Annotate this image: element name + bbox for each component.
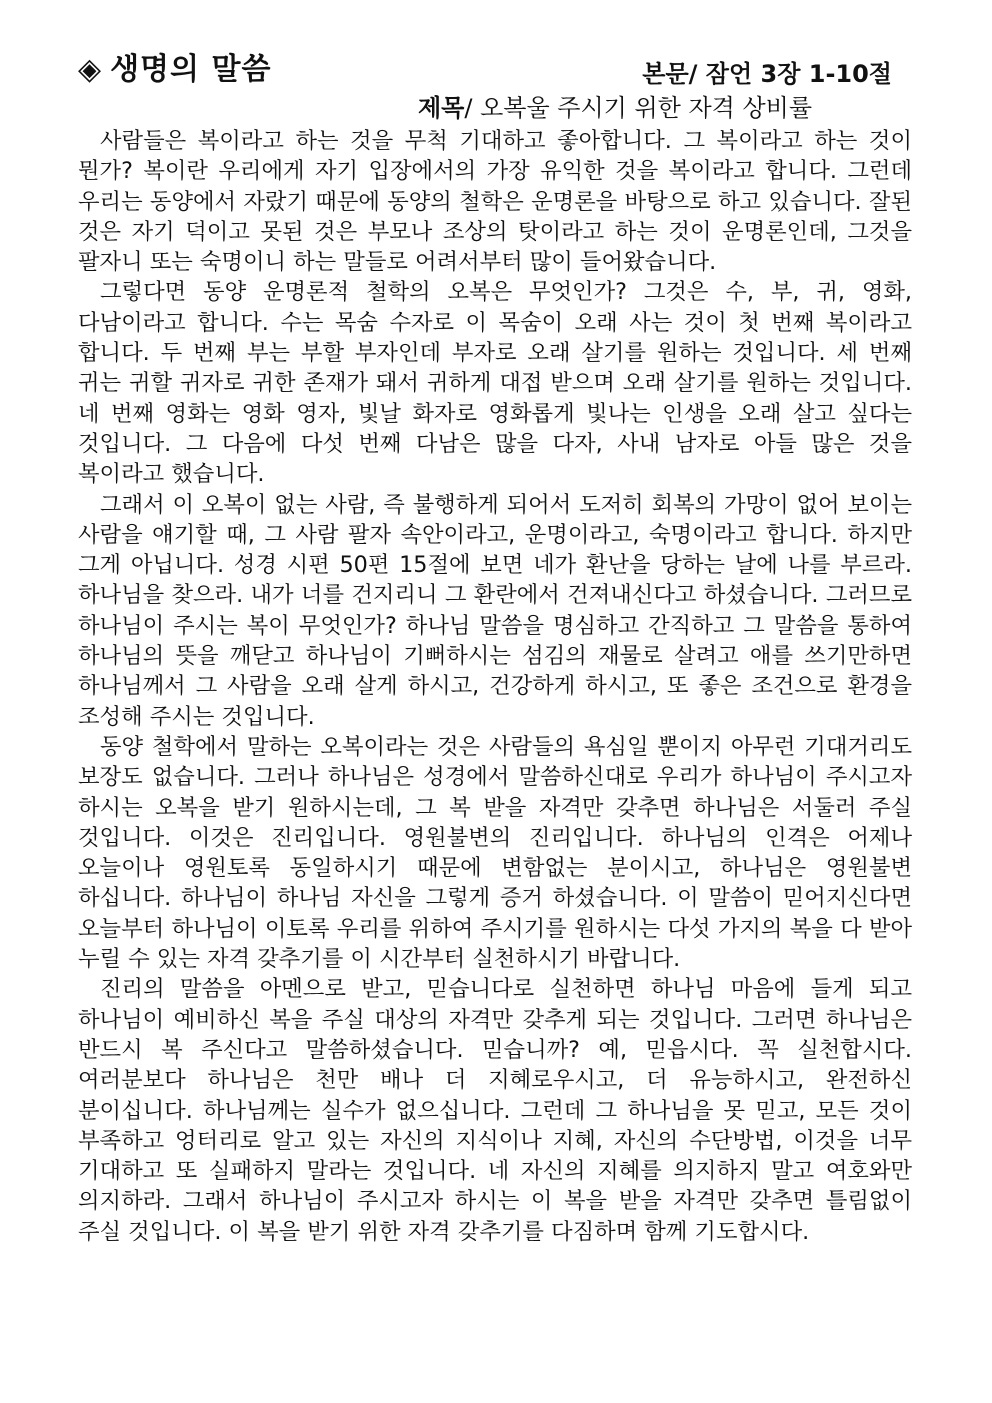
page-header: [78, 44, 271, 88]
sermon-subject: [418, 88, 812, 123]
scripture-reference: 본문/ 잠언 3장 1-10절: [642, 60, 892, 88]
subject-label: 제목: [418, 94, 465, 122]
paragraph: 그렇다면 동양 운명론적 철학의 오복은 무엇인가? 그것은 수, 부, 귀, 영화, 다남이라고 합니다. 수는 목숨 수자로 이 목숨이 오래 사는 것이 첫 번째 복이라고 합니다. 두 번째 부는 부할 부자인데 부자로 오래 살기를 원하는 것입니다. 세 번째 귀는 귀할 귀자로 귀한 존재가 돼서 귀하게 대접 받으며 오래 살기를 원하는 것입니다. 네 번째 영화는 영화 영자, 빛날 화자로 영화롭게 빛나는 인생을 오래 살고 싶다는 것입니다. 그 다음에 다섯 번째 다남은 많을 다자, 사내 남자로 아들 많은 것을 복이라고 했습니다.: [78, 279, 912, 488]
page-title: 생명의 말씀: [110, 52, 272, 87]
sermon-body: [78, 126, 912, 1247]
paragraph: 진리의 말씀을 아멘으로 받고, 믿습니다로 실천하면 하나님 마음에 들게 되고 하나님이 예비하신 복을 주실 대상의 자격만 갖추게 되는 것입니다. 그러면 하나님은 반드시 복 주신다고 말씀하셨습니다. 믿습니까? 예, 믿읍시다. 꼭 실천합시다. 여러분보다 하나님은 천만 배나 더 지혜로우시고, 더 유능하시고, 완전하신 분이십니다. 하나님께는 실수가 없으십니다. 그런데 그 하나님을 못 믿고, 모든 것이 부족하고 엉터리로 알고 있는 자신의 지식이나 지혜, 자신의 수단방법, 이것을 너무 기대하고 또 실패하지 말라는 것입니다. 네 자신의 지혜를 의지하지 말고 여호와만 의지하라. 그래서 하나님이 주시고자 하시는 이 복을 받을 자격만 갖추면 틀림없이 주실 것입니다. 이 복을 받기 위한 자격 갖추기를 다짐하며 함께 기도합시다.: [78, 976, 912, 1245]
diamond-bullet-icon: ◈: [78, 52, 103, 87]
paragraph: 사람들은 복이라고 하는 것을 무척 기대하고 좋아합니다. 그 복이라고 하는 것이 뭔가? 복이란 우리에게 자기 입장에서의 가장 유익한 것을 복이라고 합니다. 그런데 우리는 동양에서 자랐기 때문에 동양의 철학은 운명론을 바탕으로 하고 있습니다. 잘된 것은 자기 덕이고 못된 것은 부모나 조상의 탓이라고 하는 것이 운명론인데, 그것을 팔자니 또는 숙명이니 하는 말들로 어려서부터 많이 들어왔습니다.: [78, 128, 912, 276]
paragraph: 그래서 이 오복이 없는 사람, 즉 불행하게 되어서 도저히 회복의 가망이 없어 보이는 사람을 얘기할 때, 그 사람 팔자 속안이라고, 운명이라고, 숙명이라고 합니다. 하지만 그게 아닙니다. 성경 시편 50편 15절에 보면 네가 환난을 당하는 날에 나를 부르라. 하나님을 찾으라. 내가 너를 건지리니 그 환란에서 건져내신다고 하셨습니다. 그러므로 하나님이 주시는 복이 무엇인가? 하나님 말씀을 명심하고 간직하고 그 말씀을 통하여 하나님의 뜻을 깨닫고 하나님이 기뻐하시는 섬김의 재물로 살려고 애를 쓰기만하면 하나님께서 그 사람을 오래 살게 하시고, 건강하게 하시고, 또 좋은 조건으로 환경을 조성해 주시는 것입니다.: [78, 491, 912, 730]
subject-text: / 오복울 주시기 위한 자격 상비률: [464, 94, 812, 122]
paragraph: 동양 철학에서 말하는 오복이라는 것은 사람들의 욕심일 뿐이지 아무런 기대거리도 보장도 없습니다. 그러나 하나님은 성경에서 말씀하신대로 우리가 하나님이 주시고자 하시는 오복을 받기 원하시는데, 그 복 받을 자격만 갖추면 하나님은 서둘러 주실 것입니다. 이것은 진리입니다. 영원불변의 진리입니다. 하나님의 인격은 어제나 오늘이나 영원토록 동일하시기 때문에 변함없는 분이시고, 하나님은 영원불변 하십니다. 하나님이 하나님 자신을 그렇게 증거 하셨습니다. 이 말씀이 믿어지신다면 오늘부터 하나님이 이토록 우리를 위하여 주시기를 원하시는 다섯 가지의 복을 다 받아 누릴 수 있는 자격 갖추기를 이 시간부터 실천하시기 바랍니다.: [78, 733, 912, 973]
